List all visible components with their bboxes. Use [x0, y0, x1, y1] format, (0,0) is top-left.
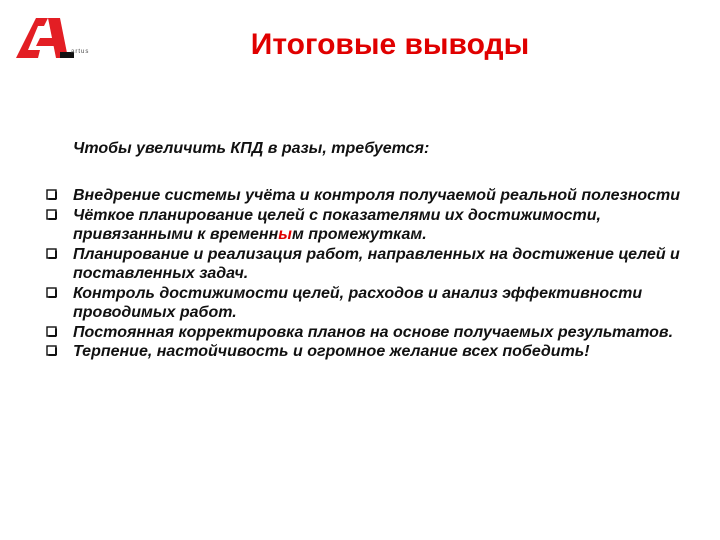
- list-item: [46, 206, 686, 245]
- list-item-text: Планирование и реализация работ, направленных на достижение целей и поставленных задач.: [73, 245, 680, 282]
- list-item-text: Контроль достижимости целей, расходов и анализ эффективности проводимых работ.: [73, 284, 643, 321]
- checkbox-square-icon: [46, 189, 57, 200]
- list-item-text: Внедрение системы учёта и контроля получаемой реальной полезности: [73, 187, 681, 204]
- logo-subtext: artus: [71, 49, 90, 55]
- conclusions-list: [46, 186, 686, 362]
- checkbox-square-icon: [46, 287, 57, 298]
- checkbox-square-icon: [46, 326, 57, 337]
- slide-title: Итоговые выводы: [250, 28, 530, 61]
- checkbox-square-icon: [46, 209, 57, 220]
- list-item: [46, 186, 686, 206]
- list-item: [46, 342, 686, 362]
- list-item-text-before: Чёткое планирование целей с показателями их достижимости, привязанными к временн: [73, 206, 601, 243]
- list-item: [46, 323, 686, 343]
- list-item-text: Постоянная корректировка планов на основе получаемых результатов.: [73, 323, 674, 341]
- checkbox-square-icon: [46, 248, 57, 259]
- intro-text: Чтобы увеличить КПД в разы, требуется:: [73, 140, 430, 157]
- list-item: [46, 284, 686, 323]
- checkbox-square-icon: [46, 345, 57, 356]
- highlighted-letter: ы: [278, 226, 292, 243]
- list-item: [46, 245, 686, 284]
- list-item-text: Терпение, настойчивость и огромное желание всех победить!: [73, 343, 590, 360]
- list-item-text-after: м промежуткам.: [291, 226, 427, 243]
